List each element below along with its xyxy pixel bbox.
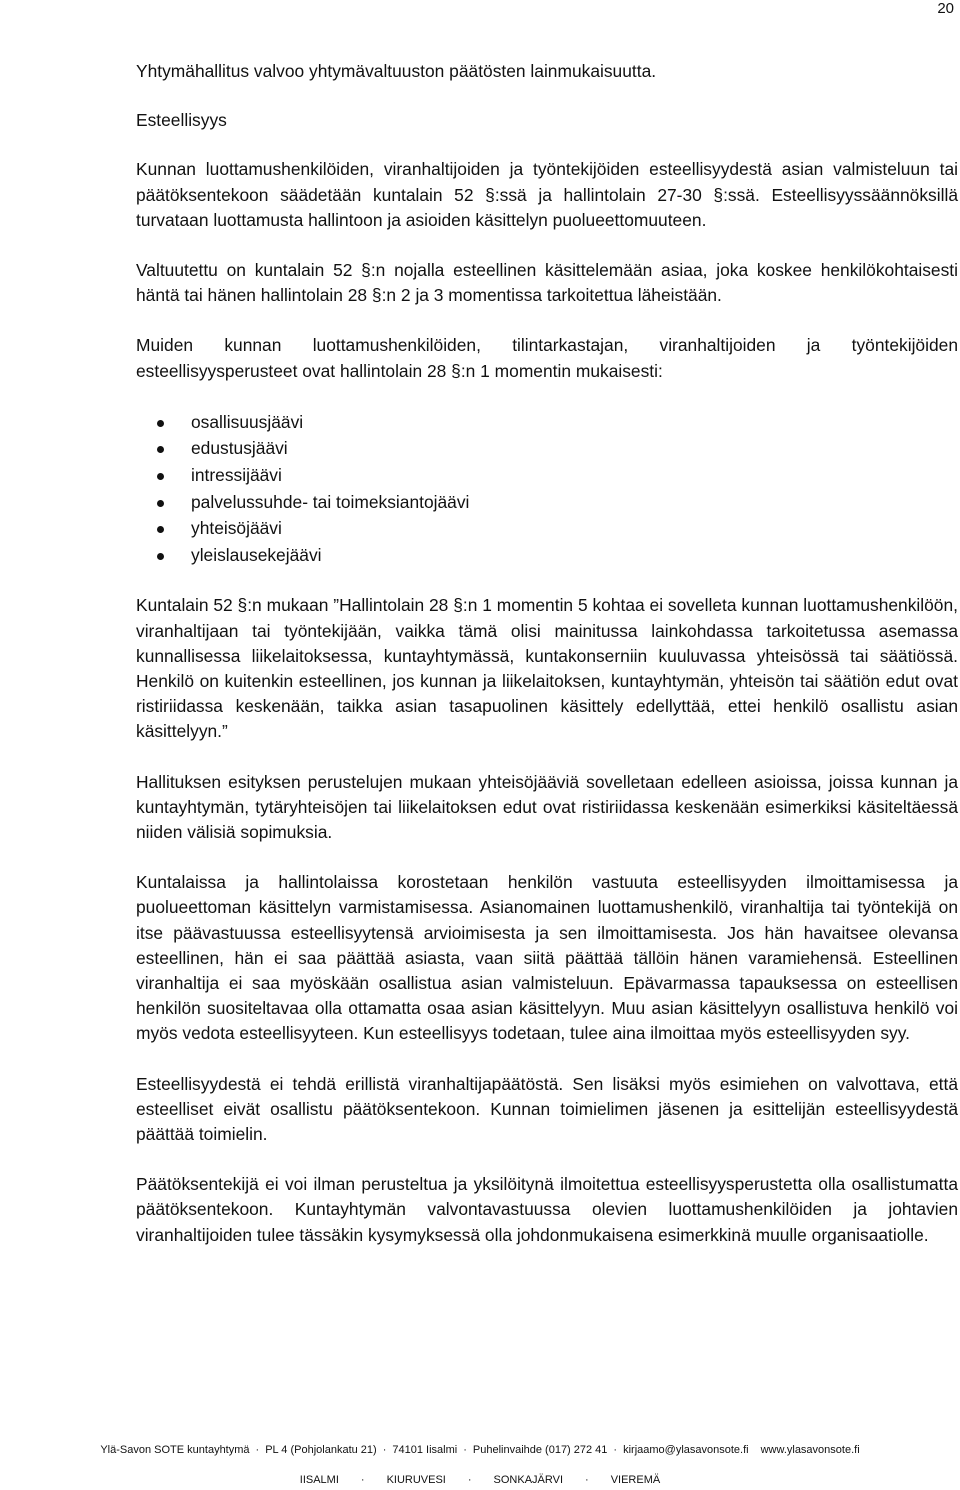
footer-town: SONKAJÄRVI [493, 1474, 564, 1486]
list-item-text: edustusjäävi [191, 438, 288, 459]
list-item [136, 542, 958, 569]
footer-phone: Puhelinvaihde (017) 272 41 [472, 1444, 608, 1456]
footer-website: www.ylasavonsote.fi [760, 1444, 860, 1456]
bullet-list [136, 409, 958, 569]
list-item-text: yhteisöjäävi [191, 518, 282, 539]
footer-town: KIURUVESI [386, 1474, 446, 1486]
intro-paragraph: Yhtymähallitus valvoo yhtymävaltuuston päätösten lainmukaisuutta. [136, 61, 657, 81]
paragraph: Hallituksen esityksen perustelujen mukaan yhteisöjääviä sovelletaan edelleen asioissa, joissa kunnan ja kuntayhtymän, tytäryhteisöjen tai liikelaitoksen edut ovat ristiriidassa keskenään esimerkiksi käsiteltäessä niiden välisiä sopimuksia. [136, 771, 958, 843]
paragraph: Päätöksentekijä ei voi ilman perusteltua ja yksilöitynä ilmoitettua esteellisyysperustetta olla osallistumatta päätöksentekoon. Kuntayhtymän valvontavastuussa olevien luottamushenkilöiden ja johtavien viranhaltijoiden tulee tässäkin kysymyksessä olla johdonmukaisena esimerkkinä muulle organisaatiolle. [136, 1174, 958, 1245]
list-item [136, 489, 958, 516]
list-item [136, 435, 958, 462]
footer-contact: Ylä-Savon SOTE kuntayhtymä · PL 4 (Pohjolankatu 21) · 74101 Iisalmi · Puhelinvaihde (017) 272 41 · kirjaamo@ylasavonsote.fi www.ylasavonsote.fi [100, 1444, 860, 1456]
bullet-icon [157, 553, 164, 560]
paragraph: Kuntalain 52 §:n mukaan ”Hallintolain 28 §:n 1 momentin 5 kohtaa ei sovelleta kunnan luottamushenkilöön, viranhaltijaan tai työntekijään, vaikka tämä olisi mainitussa lainkohdassa tarkoitetussa asemassa kunnallisessa liikelaitoksessa, kuntayhtymässä, kuntakonserniin kuuluvassa yhteisössä tai säätiössä. Henkilö on kuitenkin esteellinen, jos kunnan ja liikelaitoksen, kuntayhtymän, yhteisön tai säätiön edut ovat ristiriidassa keskenään, taikka asian tasapuolinen käsittely edellyttää, ettei henkilö osallistu asian käsittelyyn.” [136, 595, 958, 742]
footer-address: PL 4 (Pohjolankatu 21) [265, 1444, 377, 1456]
list-item-text: osallisuusjäävi [191, 411, 304, 432]
paragraph: Muiden kunnan luottamushenkilöiden, tilintarkastajan, viranhaltijoiden ja työntekijöiden esteellisyysperusteet ovat hallintolain 28 §:n 1 momentin mukaisesti: [136, 335, 958, 381]
section-heading: Esteellisyys [136, 110, 227, 131]
footer-organization: Ylä-Savon SOTE kuntayhtymä [100, 1444, 250, 1456]
footer-towns: IISALMI · KIURUVESI · SONKAJÄRVI · VIEREMÄ [299, 1474, 661, 1486]
page-number: 20 [937, 0, 954, 17]
list-item-text: yleislausekejäävi [191, 544, 322, 565]
footer-postal: 74101 Iisalmi [392, 1444, 458, 1456]
bullet-icon [157, 526, 164, 533]
paragraph: Valtuutettu on kuntalain 52 §:n nojalla esteellinen käsittelemään asiaa, joka koskee henkilökohtaisesti häntä tai hänen hallintolain 28 §:n 2 ja 3 momentissa tarkoitettua läheistään. [136, 260, 958, 306]
list-item [136, 462, 958, 489]
bullet-icon [157, 473, 164, 480]
list-item-text: intressijäävi [191, 465, 282, 486]
list-item [136, 515, 958, 542]
footer-town: IISALMI [299, 1474, 339, 1486]
paragraph: Esteellisyydestä ei tehdä erillistä viranhaltijapäätöstä. Sen lisäksi myös esimiehen on valvottava, että esteelliset eivät osallistu päätöksentekoon. Kunnan toimielimen jäsenen ja esittelijän esteellisyydestä päättää toimielin. [136, 1073, 958, 1145]
list-item [136, 409, 958, 436]
document-body [136, 59, 958, 1273]
paragraph: Kunnan luottamushenkilöiden, viranhaltijoiden ja työntekijöiden esteellisyydestä asian valmisteluun tai päätöksentekoon säädetään kuntalain 52 §:ssä ja hallintolain 27-30 §:ssä. Esteellisyyssäännöksillä turvataan luottamusta hallintoon ja asioiden käsittelyn puolueettomuuteen. [136, 159, 958, 230]
footer-town: VIEREMÄ [610, 1474, 661, 1486]
list-item-text: palvelussuhde- tai toimeksiantojäävi [191, 491, 470, 512]
paragraph: Kuntalaissa ja hallintolaissa korostetaan henkilön vastuuta esteellisyyden ilmoittamisessa ja puolueettoman käsittelyn varmistamisessa. Asianomainen luottamushenkilö, viranhaltija tai työntekijä on itse päävastuussa esteellisyytensä arvioimisesta ja sen ilmoittamisesta. Jos hän havaitsee olevansa esteellinen, hän ei saa päättää asiasta, vaan siitä päättää tällöin hänen varamiehensä. Esteellinen viranhaltija ei saa myöskään osallistua asian valmisteluun. Epävarmassa tapauksessa on esteellisen henkilön suositeltavaa olla ottamatta osaa asian käsittelyyn. Muu asian käsittelyyn osallistuva henkilö voi myös vedota esteellisyyteen. Kun esteellisyys todetaan, tulee aina ilmoittaa myös esteellisyyden syy. [136, 872, 958, 1044]
footer-email: kirjaamo@ylasavonsote.fi [623, 1444, 749, 1456]
bullet-icon [157, 500, 164, 507]
bullet-icon [157, 446, 164, 453]
bullet-icon [157, 420, 164, 427]
